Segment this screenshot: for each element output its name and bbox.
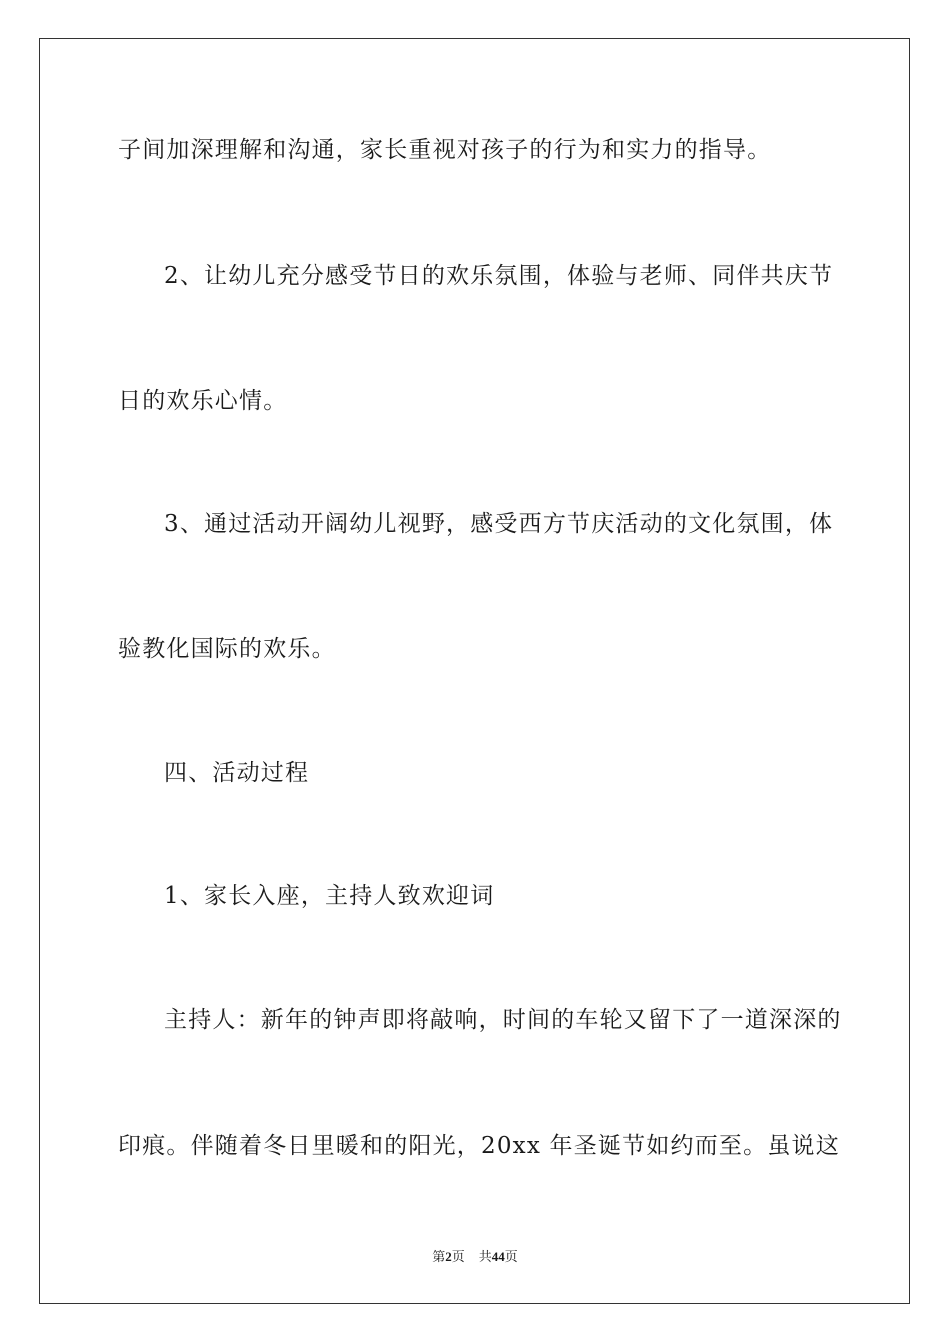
footer-total-suffix: 页: [504, 1249, 518, 1264]
footer-page-suffix: 页: [451, 1249, 465, 1264]
footer-page-prefix: 第: [432, 1249, 446, 1264]
page-border: [39, 38, 910, 1304]
text-line-8: 主持人：新年的钟声即将敲响，时间的车轮又留下了一道深深的: [164, 1007, 842, 1033]
text-line-7: 1、家长入座，主持人致欢迎词: [164, 883, 495, 909]
footer-total-prefix: 共: [478, 1249, 492, 1264]
text-line-1: 子间加深理解和沟通，家长重视对孩子的行为和实力的指导。: [118, 137, 772, 163]
footer-page-number: 2: [445, 1249, 452, 1264]
footer-total-pages: 44: [491, 1249, 505, 1264]
text-line-5: 验教化国际的欢乐。: [118, 636, 336, 662]
text-line-4: 3、通过活动开阔幼儿视野，感受西方节庆活动的文化氛围，体: [164, 511, 834, 537]
page-footer: [0, 1248, 950, 1266]
text-line-3: 日的欢乐心情。: [118, 388, 288, 414]
text-line-9: 印痕。伴随着冬日里暖和的阳光，20xx 年圣诞节如约而至。虽说这: [118, 1133, 840, 1159]
section-heading: 四、活动过程: [164, 760, 310, 786]
text-line-2: 2、让幼儿充分感受节日的欢乐氛围，体验与老师、同伴共庆节: [164, 263, 834, 289]
